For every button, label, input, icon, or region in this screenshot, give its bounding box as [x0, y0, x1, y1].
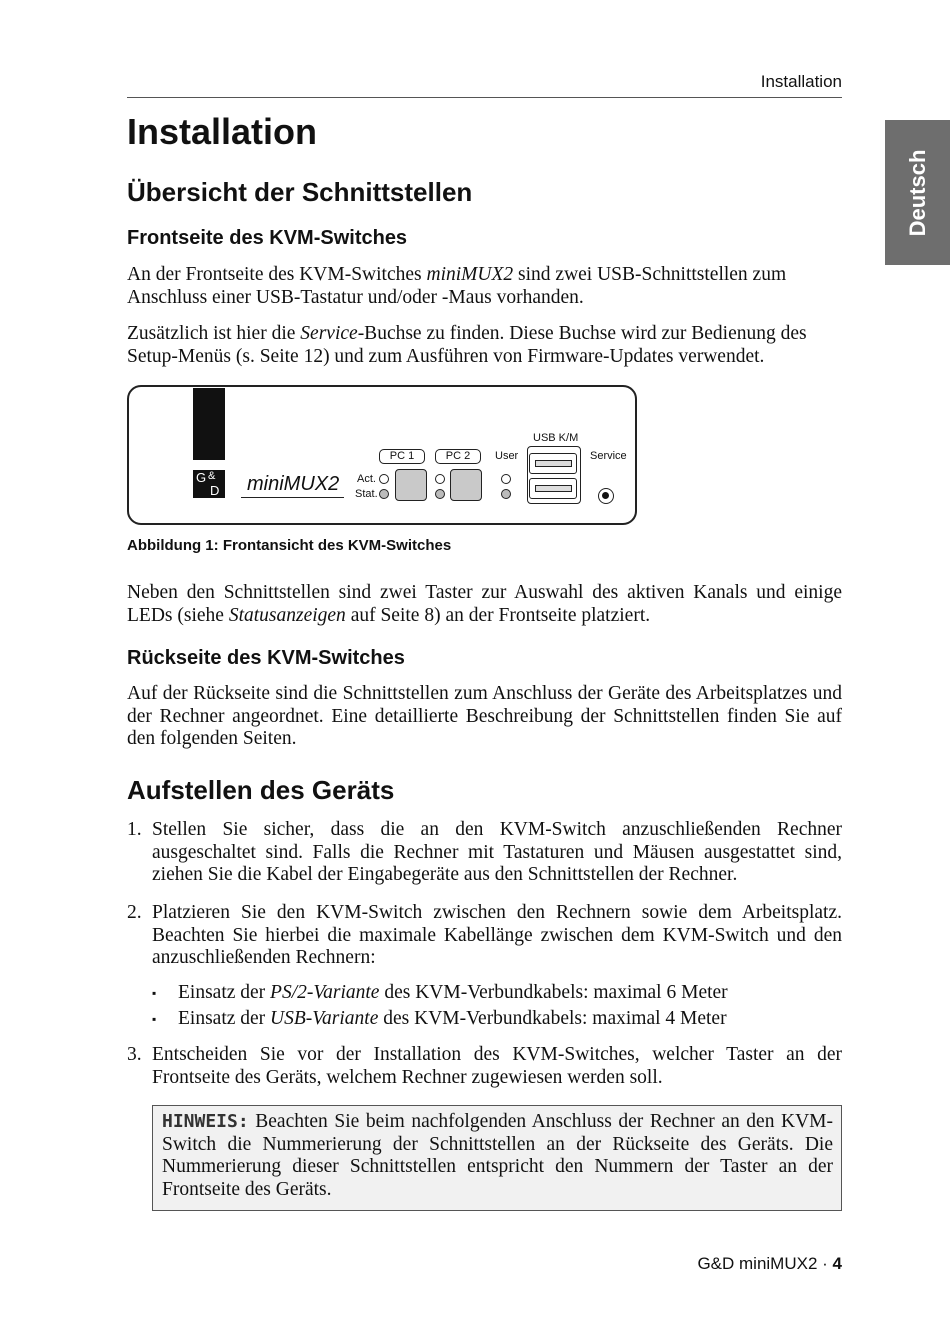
- emphasis: Statusanzeigen: [228, 604, 346, 626]
- label-stat: Stat.: [355, 488, 378, 500]
- note-label: HINWEIS:: [162, 1111, 249, 1132]
- step-number: 3.: [127, 1044, 142, 1065]
- text-run: Zusätzlich ist hier die: [127, 323, 301, 344]
- label-act: Act.: [357, 473, 376, 485]
- label-user: User: [495, 450, 519, 462]
- note-body: Beachten Sie beim nachfolgenden Anschluss der Rechner an den KVM-Switch die Nummerierung der Schnittstellen an der Rückseite des Geräts. Die Nummerierung dieser Schnittstellen entspricht den Nummern der Taster an der Frontseite des Geräts.: [162, 1111, 833, 1200]
- model-underline: [241, 497, 344, 498]
- step-text: Stellen Sie sicher, dass die an den KVM-Switch anzuschließenden Rechner ausgeschaltet sind. Falls die Rechner mit Tastaturen und Mäusen ausgestattet sind, ziehen Sie die Kabel der Eingabegeräte aus den Schnittstellen der Rechner.: [152, 819, 842, 885]
- page-footer: [127, 1254, 842, 1274]
- text-run: Einsatz der: [178, 982, 271, 1003]
- logo-ampersand: &: [208, 470, 216, 482]
- page-title: Installation: [127, 111, 318, 152]
- led-pc2-stat: [435, 489, 445, 499]
- language-tab-label: Deutsch: [904, 149, 930, 236]
- note-box: [152, 1105, 842, 1211]
- section-heading-overview: Übersicht der Schnittstellen: [127, 177, 473, 207]
- header-rule: [127, 97, 842, 98]
- running-head: Installation: [760, 72, 842, 91]
- step-text: Entscheiden Sie vor der Installation des KVM-Switches, welcher Taster an der Frontseite des Geräts, welchem Rechner zugewiesen werden soll.: [152, 1044, 842, 1088]
- figure-caption: Abbildung 1: Frontansicht des KVM-Switches: [127, 537, 452, 554]
- subsection-heading-back: Rückseite des KVM-Switches: [127, 647, 405, 669]
- service-jack: [598, 488, 614, 504]
- paragraph-front-1: [127, 264, 842, 309]
- step-text: Platzieren Sie den KVM-Switch zwischen den Rechnern sowie dem Arbeitsplatz. Beachten Sie hierbei die maximale Kabellänge zwischen dem KVM-Switch und den anzuschließenden Rechnern:: [152, 902, 842, 968]
- text-run: An der Frontseite des KVM-Switches: [127, 264, 427, 285]
- logo-letter-d: D: [210, 483, 220, 498]
- bullet-text: [178, 982, 728, 1005]
- device-model-name: miniMUX2: [247, 473, 340, 495]
- emphasis: miniMUX2: [426, 264, 514, 285]
- led-user-2: [501, 489, 511, 499]
- gd-logo: [193, 470, 225, 498]
- section-heading-setup: Aufstellen des Geräts: [127, 775, 395, 805]
- text-run: des KVM-Verbundkabels: maximal 4 Meter: [378, 1008, 727, 1029]
- subsection-heading-front: Frontseite des KVM-Switches: [127, 227, 408, 249]
- text-run: Neben den Schnittstellen sind zwei Taster zur Auswahl des aktiven Kanals und einige LEDs (siehe: [127, 582, 842, 626]
- step-number: 2.: [127, 902, 142, 923]
- label-service: Service: [590, 450, 627, 462]
- label-usb: USB K/M: [533, 432, 579, 444]
- pc1-button: [395, 469, 427, 501]
- bullet-marker: ▪: [152, 986, 157, 1000]
- page-number: 4: [832, 1254, 842, 1273]
- emphasis: Service: [300, 323, 358, 344]
- language-tab: [885, 120, 950, 265]
- logo-letter-g: G: [196, 470, 207, 485]
- note-text: [162, 1111, 833, 1201]
- emphasis: PS/2-Variante: [270, 982, 380, 1003]
- usb-port-top: [529, 453, 577, 474]
- led-user-1: [501, 474, 511, 484]
- usb-port-bottom: [529, 478, 577, 499]
- paragraph-front-2: [127, 323, 842, 368]
- text-run: Einsatz der: [178, 1008, 271, 1029]
- text-run: sind zwei USB-Schnittstellen zum Anschluss einer USB-Tastatur und/oder -Maus vorhanden.: [127, 264, 787, 308]
- emphasis: USB-Variante: [270, 1008, 379, 1029]
- led-pc2-act: [435, 474, 445, 484]
- footer-product: G&D miniMUX2 ·: [697, 1254, 833, 1273]
- pc1-label-tab: PC 1: [379, 449, 425, 464]
- step-number: 1.: [127, 819, 142, 840]
- text-run: auf Seite 8) an der Frontseite platziert.: [345, 604, 651, 626]
- bullet-text: [178, 1008, 727, 1031]
- pc2-button: [450, 469, 482, 501]
- led-stat: [379, 489, 389, 499]
- led-act: [379, 474, 389, 484]
- device-black-bar: [193, 388, 225, 460]
- text-run: des KVM-Verbundkabels: maximal 6 Meter: [379, 982, 728, 1003]
- paragraph-back: Auf der Rückseite sind die Schnittstellen zum Anschluss der Geräte des Arbeitsplatzes und der Rechner angeordnet. Eine detaillierte Beschreibung der Schnittstellen finden Sie auf den folgenden Seiten.: [127, 683, 842, 749]
- bullet-marker: ▪: [152, 1012, 157, 1026]
- pc2-label-tab: PC 2: [435, 449, 481, 464]
- text-run: -Buchse zu finden. Diese Buchse wird zur Bedienung des Setup-Menüs (s. Seite 12) und zum Ausführen von Firmware-Updates verwendet.: [127, 323, 807, 367]
- paragraph-buttons-leds: [127, 582, 842, 627]
